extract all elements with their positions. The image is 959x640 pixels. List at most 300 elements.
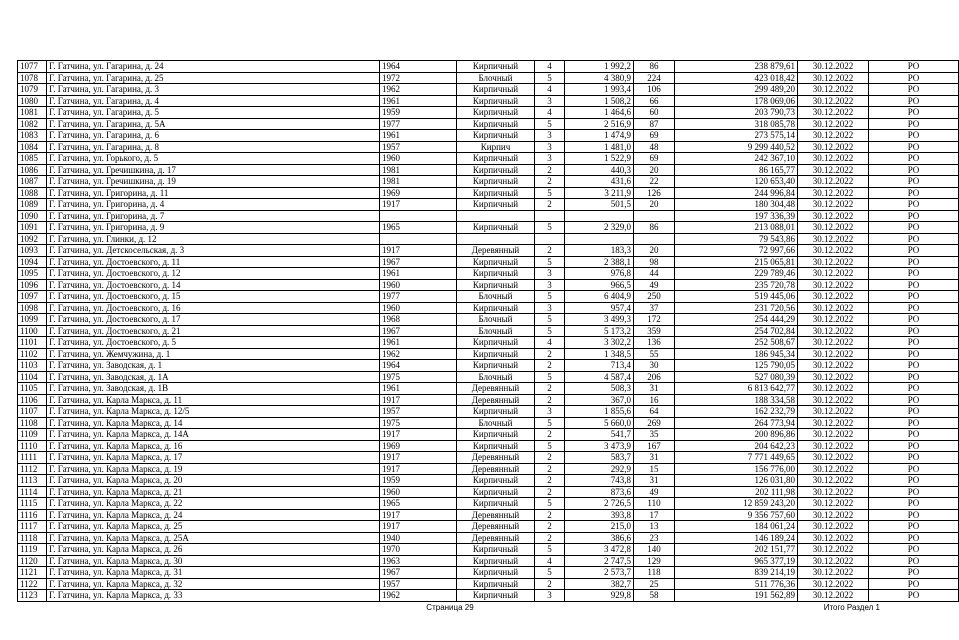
- address-cell: Г. Гатчина, ул. Карла Маркса, д. 22: [47, 498, 380, 510]
- amount-cell: 120 653,40: [675, 176, 798, 188]
- date-cell: 30.12.2022: [798, 268, 869, 280]
- address-cell: Г. Гатчина, ул. Гагарина, д. 24: [47, 61, 380, 73]
- row-number-cell: 1091: [18, 222, 47, 234]
- wall-material-cell: [457, 210, 535, 222]
- code-cell: РО: [869, 245, 959, 257]
- date-cell: 30.12.2022: [798, 590, 869, 602]
- year-built-cell: 1917: [380, 394, 457, 406]
- wall-material-cell: Кирпичный: [457, 337, 535, 349]
- floors-cell: 4: [535, 107, 565, 119]
- area-cell: 2 747,5: [565, 555, 634, 567]
- year-built-cell: 1957: [380, 578, 457, 590]
- wall-material-cell: Кирпич: [457, 141, 535, 153]
- code-cell: РО: [869, 222, 959, 234]
- area-cell: 386,6: [565, 532, 634, 544]
- date-cell: 30.12.2022: [798, 176, 869, 188]
- amount-cell: 184 061,24: [675, 521, 798, 533]
- table-row: [18, 383, 959, 395]
- row-number-cell: 1088: [18, 187, 47, 199]
- floors-cell: 2: [535, 176, 565, 188]
- date-cell: 30.12.2022: [798, 486, 869, 498]
- date-cell: 30.12.2022: [798, 302, 869, 314]
- year-built-cell: 1960: [380, 302, 457, 314]
- table-row: [18, 452, 959, 464]
- date-cell: 30.12.2022: [798, 394, 869, 406]
- floors-cell: 2: [535, 199, 565, 211]
- amount-cell: 229 789,46: [675, 268, 798, 280]
- wall-material-cell: Деревянный: [457, 383, 535, 395]
- area-cell: 2 726,5: [565, 498, 634, 510]
- amount-cell: 264 773,94: [675, 417, 798, 429]
- row-number-cell: 1107: [18, 406, 47, 418]
- year-built-cell: 1960: [380, 486, 457, 498]
- area-cell: [565, 233, 634, 245]
- apartments-cell: 37: [634, 302, 675, 314]
- row-number-cell: 1081: [18, 107, 47, 119]
- code-cell: РО: [869, 95, 959, 107]
- apartments-cell: 23: [634, 532, 675, 544]
- year-built-cell: 1917: [380, 521, 457, 533]
- address-cell: Г. Гатчина, ул. Карла Маркса, д. 14: [47, 417, 380, 429]
- year-built-cell: 1917: [380, 452, 457, 464]
- amount-cell: 235 720,78: [675, 279, 798, 291]
- area-cell: 873,6: [565, 486, 634, 498]
- row-number-cell: 1121: [18, 567, 47, 579]
- table-row: [18, 521, 959, 533]
- row-number-cell: 1093: [18, 245, 47, 257]
- table-row: [18, 463, 959, 475]
- code-cell: РО: [869, 233, 959, 245]
- code-cell: РО: [869, 187, 959, 199]
- table-row: [18, 429, 959, 441]
- amount-cell: 839 214,19: [675, 567, 798, 579]
- table-row: [18, 245, 959, 257]
- row-number-cell: 1115: [18, 498, 47, 510]
- floors-cell: [535, 210, 565, 222]
- row-number-cell: 1083: [18, 130, 47, 142]
- table-row: [18, 509, 959, 521]
- apartments-cell: 31: [634, 452, 675, 464]
- year-built-cell: 1981: [380, 176, 457, 188]
- date-cell: 30.12.2022: [798, 245, 869, 257]
- year-built-cell: 1961: [380, 337, 457, 349]
- table-row: [18, 176, 959, 188]
- floors-cell: 5: [535, 567, 565, 579]
- area-cell: 2 516,9: [565, 118, 634, 130]
- address-cell: Г. Гатчина, ул. Гречишкина, д. 19: [47, 176, 380, 188]
- apartments-cell: 16: [634, 394, 675, 406]
- date-cell: 30.12.2022: [798, 153, 869, 165]
- table-row: [18, 164, 959, 176]
- amount-cell: 203 790,73: [675, 107, 798, 119]
- amount-cell: 162 232,79: [675, 406, 798, 418]
- date-cell: 30.12.2022: [798, 544, 869, 556]
- apartments-cell: 20: [634, 199, 675, 211]
- year-built-cell: 1957: [380, 406, 457, 418]
- row-number-cell: 1106: [18, 394, 47, 406]
- date-cell: 30.12.2022: [798, 222, 869, 234]
- address-cell: Г. Гатчина, ул. Заводская, д. 1В: [47, 383, 380, 395]
- area-cell: 3 473,9: [565, 440, 634, 452]
- year-built-cell: 1969: [380, 440, 457, 452]
- year-built-cell: 1965: [380, 498, 457, 510]
- floors-cell: 4: [535, 337, 565, 349]
- year-built-cell: 1967: [380, 325, 457, 337]
- date-cell: 30.12.2022: [798, 325, 869, 337]
- code-cell: РО: [869, 452, 959, 464]
- row-number-cell: 1095: [18, 268, 47, 280]
- row-number-cell: 1114: [18, 486, 47, 498]
- floors-cell: 3: [535, 406, 565, 418]
- address-cell: Г. Гатчина, ул. Карла Маркса, д. 21: [47, 486, 380, 498]
- floors-cell: 3: [535, 141, 565, 153]
- area-cell: 508,3: [565, 383, 634, 395]
- row-number-cell: 1078: [18, 72, 47, 84]
- area-cell: 215,0: [565, 521, 634, 533]
- date-cell: 30.12.2022: [798, 61, 869, 73]
- code-cell: РО: [869, 84, 959, 96]
- row-number-cell: 1084: [18, 141, 47, 153]
- code-cell: РО: [869, 555, 959, 567]
- address-cell: Г. Гатчина, ул. Карла Маркса, д. 25А: [47, 532, 380, 544]
- floors-cell: 5: [535, 187, 565, 199]
- amount-cell: 186 945,34: [675, 348, 798, 360]
- area-cell: 966,5: [565, 279, 634, 291]
- row-number-cell: 1092: [18, 233, 47, 245]
- table-row: [18, 498, 959, 510]
- floors-cell: 5: [535, 222, 565, 234]
- area-cell: 743,8: [565, 475, 634, 487]
- amount-cell: 178 069,06: [675, 95, 798, 107]
- amount-cell: 79 543,86: [675, 233, 798, 245]
- apartments-cell: 86: [634, 61, 675, 73]
- area-cell: 4 587,4: [565, 371, 634, 383]
- year-built-cell: [380, 233, 457, 245]
- floors-cell: 5: [535, 440, 565, 452]
- address-cell: Г. Гатчина, ул. Карла Маркса, д. 33: [47, 590, 380, 602]
- area-cell: 1 855,6: [565, 406, 634, 418]
- wall-material-cell: Кирпичный: [457, 84, 535, 96]
- address-cell: Г. Гатчина, ул. Гагарина, д. 6: [47, 130, 380, 142]
- wall-material-cell: Блочный: [457, 371, 535, 383]
- address-cell: Г. Гатчина, ул. Гагарина, д. 5А: [47, 118, 380, 130]
- address-cell: Г. Гатчина, ул. Карла Маркса, д. 31: [47, 567, 380, 579]
- table-row: [18, 406, 959, 418]
- year-built-cell: 1917: [380, 429, 457, 441]
- wall-material-cell: Кирпичный: [457, 544, 535, 556]
- date-cell: 30.12.2022: [798, 452, 869, 464]
- year-built-cell: 1917: [380, 509, 457, 521]
- apartments-cell: 126: [634, 187, 675, 199]
- amount-cell: 519 445,06: [675, 291, 798, 303]
- amount-cell: 299 489,20: [675, 84, 798, 96]
- year-built-cell: 1962: [380, 348, 457, 360]
- floors-cell: 4: [535, 61, 565, 73]
- apartments-cell: 136: [634, 337, 675, 349]
- year-built-cell: 1940: [380, 532, 457, 544]
- wall-material-cell: Кирпичный: [457, 429, 535, 441]
- date-cell: 30.12.2022: [798, 498, 869, 510]
- code-cell: РО: [869, 256, 959, 268]
- row-number-cell: 1082: [18, 118, 47, 130]
- table-row: [18, 360, 959, 372]
- address-cell: Г. Гатчина, ул. Карла Маркса, д. 24: [47, 509, 380, 521]
- amount-cell: 511 776,36: [675, 578, 798, 590]
- apartments-cell: 64: [634, 406, 675, 418]
- row-number-cell: 1090: [18, 210, 47, 222]
- area-cell: 501,5: [565, 199, 634, 211]
- table-row: [18, 72, 959, 84]
- address-cell: Г. Гатчина, ул. Детскосельская, д. 3: [47, 245, 380, 257]
- row-number-cell: 1113: [18, 475, 47, 487]
- floors-cell: 2: [535, 486, 565, 498]
- floors-cell: 5: [535, 256, 565, 268]
- date-cell: 30.12.2022: [798, 567, 869, 579]
- year-built-cell: 1968: [380, 314, 457, 326]
- address-cell: Г. Гатчина, ул. Достоевского, д. 15: [47, 291, 380, 303]
- floors-cell: 3: [535, 95, 565, 107]
- amount-cell: 244 996,84: [675, 187, 798, 199]
- amount-cell: 254 444,29: [675, 314, 798, 326]
- address-cell: Г. Гатчина, ул. Достоевского, д. 12: [47, 268, 380, 280]
- area-cell: 583,7: [565, 452, 634, 464]
- code-cell: РО: [869, 440, 959, 452]
- code-cell: РО: [869, 279, 959, 291]
- apartments-cell: 55: [634, 348, 675, 360]
- area-cell: 3 302,2: [565, 337, 634, 349]
- apartments-cell: 20: [634, 245, 675, 257]
- wall-material-cell: Кирпичный: [457, 567, 535, 579]
- floors-cell: 2: [535, 348, 565, 360]
- year-built-cell: 1957: [380, 141, 457, 153]
- wall-material-cell: Кирпичный: [457, 268, 535, 280]
- address-cell: Г. Гатчина, ул. Горького, д. 5: [47, 153, 380, 165]
- address-cell: Г. Гатчина, ул. Григорина, д. 7: [47, 210, 380, 222]
- apartments-cell: 167: [634, 440, 675, 452]
- year-built-cell: 1970: [380, 544, 457, 556]
- code-cell: РО: [869, 199, 959, 211]
- apartments-cell: 35: [634, 429, 675, 441]
- address-cell: Г. Гатчина, ул. Достоевского, д. 17: [47, 314, 380, 326]
- year-built-cell: 1964: [380, 61, 457, 73]
- date-cell: 30.12.2022: [798, 84, 869, 96]
- row-number-cell: 1110: [18, 440, 47, 452]
- floors-cell: 2: [535, 475, 565, 487]
- code-cell: РО: [869, 291, 959, 303]
- wall-material-cell: Кирпичный: [457, 61, 535, 73]
- apartments-cell: 172: [634, 314, 675, 326]
- address-cell: Г. Гатчина, ул. Карла Маркса, д. 16: [47, 440, 380, 452]
- apartments-cell: 49: [634, 279, 675, 291]
- apartments-cell: 206: [634, 371, 675, 383]
- apartments-cell: 359: [634, 325, 675, 337]
- code-cell: РО: [869, 509, 959, 521]
- year-built-cell: 1962: [380, 590, 457, 602]
- date-cell: 30.12.2022: [798, 440, 869, 452]
- floors-cell: 2: [535, 532, 565, 544]
- date-cell: 30.12.2022: [798, 429, 869, 441]
- amount-cell: 9 356 757,60: [675, 509, 798, 521]
- apartments-cell: 86: [634, 222, 675, 234]
- year-built-cell: 1961: [380, 95, 457, 107]
- area-cell: 6 404,9: [565, 291, 634, 303]
- area-cell: 183,3: [565, 245, 634, 257]
- date-cell: 30.12.2022: [798, 371, 869, 383]
- area-cell: 2 573,7: [565, 567, 634, 579]
- code-cell: РО: [869, 521, 959, 533]
- row-number-cell: 1079: [18, 84, 47, 96]
- table-row: [18, 578, 959, 590]
- amount-cell: 423 018,42: [675, 72, 798, 84]
- table-row: [18, 486, 959, 498]
- row-number-cell: 1087: [18, 176, 47, 188]
- apartments-cell: 58: [634, 590, 675, 602]
- code-cell: РО: [869, 475, 959, 487]
- date-cell: 30.12.2022: [798, 521, 869, 533]
- apartments-cell: 87: [634, 118, 675, 130]
- code-cell: РО: [869, 544, 959, 556]
- amount-cell: 965 377,19: [675, 555, 798, 567]
- floors-cell: 5: [535, 72, 565, 84]
- amount-cell: 252 508,67: [675, 337, 798, 349]
- row-number-cell: 1086: [18, 164, 47, 176]
- date-cell: 30.12.2022: [798, 314, 869, 326]
- amount-cell: 188 334,58: [675, 394, 798, 406]
- address-cell: Г. Гатчина, ул. Карла Маркса, д. 26: [47, 544, 380, 556]
- section-total-label: Итого Раздел 1: [823, 603, 880, 612]
- year-built-cell: 1977: [380, 118, 457, 130]
- date-cell: 30.12.2022: [798, 95, 869, 107]
- apartments-cell: [634, 233, 675, 245]
- row-number-cell: 1104: [18, 371, 47, 383]
- amount-cell: 125 790,05: [675, 360, 798, 372]
- code-cell: РО: [869, 72, 959, 84]
- amount-cell: 86 165,77: [675, 164, 798, 176]
- area-cell: 382,7: [565, 578, 634, 590]
- code-cell: РО: [869, 578, 959, 590]
- wall-material-cell: Деревянный: [457, 521, 535, 533]
- year-built-cell: 1917: [380, 245, 457, 257]
- table-row: [18, 302, 959, 314]
- floors-cell: 2: [535, 463, 565, 475]
- wall-material-cell: Деревянный: [457, 463, 535, 475]
- floors-cell: 2: [535, 452, 565, 464]
- date-cell: 30.12.2022: [798, 555, 869, 567]
- table-body: [18, 61, 959, 602]
- year-built-cell: 1965: [380, 222, 457, 234]
- area-cell: 957,4: [565, 302, 634, 314]
- table-row: [18, 567, 959, 579]
- apartments-cell: 13: [634, 521, 675, 533]
- row-number-cell: 1097: [18, 291, 47, 303]
- table-row: [18, 544, 959, 556]
- amount-cell: 7 771 449,65: [675, 452, 798, 464]
- date-cell: 30.12.2022: [798, 406, 869, 418]
- area-cell: 1 992,2: [565, 61, 634, 73]
- apartments-cell: 17: [634, 509, 675, 521]
- floors-cell: 3: [535, 302, 565, 314]
- date-cell: 30.12.2022: [798, 279, 869, 291]
- wall-material-cell: Кирпичный: [457, 199, 535, 211]
- code-cell: РО: [869, 371, 959, 383]
- area-cell: 5 173,2: [565, 325, 634, 337]
- code-cell: РО: [869, 532, 959, 544]
- date-cell: 30.12.2022: [798, 141, 869, 153]
- date-cell: 30.12.2022: [798, 164, 869, 176]
- apartments-cell: 44: [634, 268, 675, 280]
- area-cell: 292,9: [565, 463, 634, 475]
- register-table: [17, 60, 959, 602]
- address-cell: Г. Гатчина, ул. Карла Маркса, д. 19: [47, 463, 380, 475]
- wall-material-cell: Кирпичный: [457, 475, 535, 487]
- floors-cell: 3: [535, 590, 565, 602]
- date-cell: 30.12.2022: [798, 360, 869, 372]
- code-cell: РО: [869, 107, 959, 119]
- year-built-cell: 1967: [380, 567, 457, 579]
- amount-cell: 273 575,14: [675, 130, 798, 142]
- year-built-cell: 1959: [380, 475, 457, 487]
- code-cell: РО: [869, 590, 959, 602]
- year-built-cell: 1961: [380, 383, 457, 395]
- apartments-cell: 60: [634, 107, 675, 119]
- address-cell: Г. Гатчина, ул. Карла Маркса, д. 12/5: [47, 406, 380, 418]
- apartments-cell: 250: [634, 291, 675, 303]
- floors-cell: 5: [535, 544, 565, 556]
- address-cell: Г. Гатчина, ул. Карла Маркса, д. 20: [47, 475, 380, 487]
- table-row: [18, 61, 959, 73]
- wall-material-cell: Блочный: [457, 314, 535, 326]
- code-cell: РО: [869, 61, 959, 73]
- year-built-cell: 1959: [380, 107, 457, 119]
- amount-cell: 180 304,48: [675, 199, 798, 211]
- wall-material-cell: Кирпичный: [457, 440, 535, 452]
- wall-material-cell: Кирпичный: [457, 153, 535, 165]
- wall-material-cell: Кирпичный: [457, 187, 535, 199]
- amount-cell: 72 997,66: [675, 245, 798, 257]
- code-cell: РО: [869, 176, 959, 188]
- code-cell: РО: [869, 314, 959, 326]
- area-cell: 1 522,9: [565, 153, 634, 165]
- wall-material-cell: Кирпичный: [457, 348, 535, 360]
- code-cell: РО: [869, 383, 959, 395]
- table-row: [18, 440, 959, 452]
- date-cell: 30.12.2022: [798, 187, 869, 199]
- area-cell: 3 211,9: [565, 187, 634, 199]
- table-row: [18, 371, 959, 383]
- floors-cell: 4: [535, 555, 565, 567]
- address-cell: Г. Гатчина, ул. Карла Маркса, д. 11: [47, 394, 380, 406]
- address-cell: Г. Гатчина, ул. Карла Маркса, д. 25: [47, 521, 380, 533]
- code-cell: РО: [869, 302, 959, 314]
- wall-material-cell: Деревянный: [457, 532, 535, 544]
- table-row: [18, 555, 959, 567]
- wall-material-cell: Кирпичный: [457, 498, 535, 510]
- apartments-cell: 15: [634, 463, 675, 475]
- date-cell: 30.12.2022: [798, 233, 869, 245]
- row-number-cell: 1080: [18, 95, 47, 107]
- wall-material-cell: Блочный: [457, 291, 535, 303]
- area-cell: 431,6: [565, 176, 634, 188]
- amount-cell: 191 562,89: [675, 590, 798, 602]
- year-built-cell: 1961: [380, 130, 457, 142]
- address-cell: Г. Гатчина, ул. Гагарина, д. 3: [47, 84, 380, 96]
- wall-material-cell: Кирпичный: [457, 176, 535, 188]
- floors-cell: 5: [535, 371, 565, 383]
- apartments-cell: 20: [634, 164, 675, 176]
- apartments-cell: 129: [634, 555, 675, 567]
- apartments-cell: 98: [634, 256, 675, 268]
- apartments-cell: 25: [634, 578, 675, 590]
